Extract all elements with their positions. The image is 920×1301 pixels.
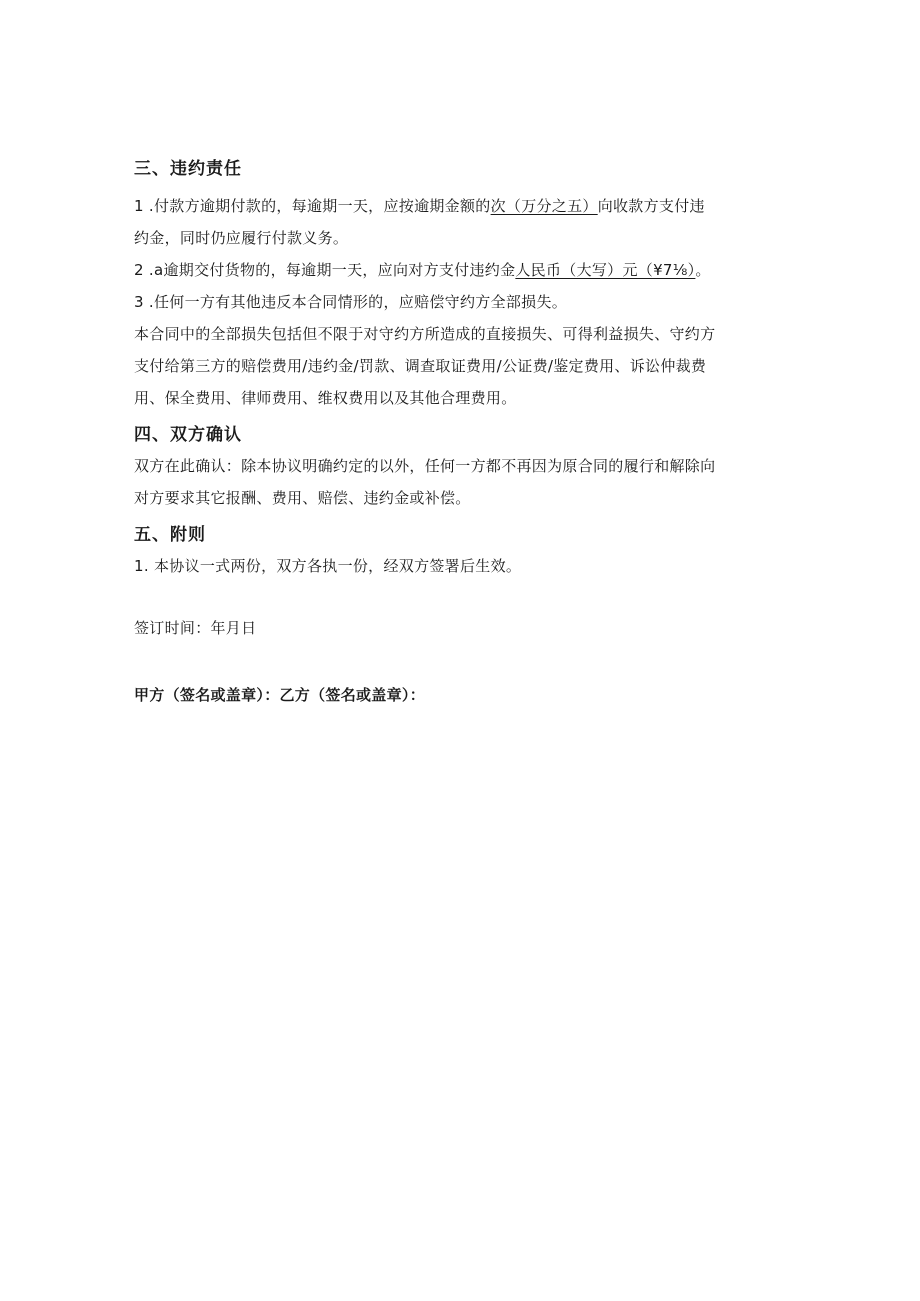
signature-line: 甲方（签名或盖章）：乙方（签名或盖章）：	[134, 686, 426, 704]
section-3-item-1-line-1	[134, 190, 784, 222]
item-1-prefix: 1 .付款方逾期付款的，每逾期一天，应按逾期金额的	[134, 197, 491, 215]
item-2-amount: 人民币（大写）元（¥7⅛）	[515, 261, 696, 279]
losses-line-2: 支付给第三方的赔偿费用/违约金/罚款、调查取证费用/公证费/鉴定费用、诉讼仲裁费	[134, 357, 707, 375]
section-4-line-2: 对方要求其它报酬、费用、赔偿、违约金或补偿。	[134, 489, 471, 507]
section-5-title: 五、附则	[134, 525, 206, 545]
section-3-item-1-line-2: 约金，同时仍应履行付款义务。	[134, 229, 349, 247]
item-2-prefix: 2 .a逾期交付货物的，每逾期一天，应向对方支付违约金	[134, 261, 516, 279]
item-1-suffix: 向收款方支付违	[597, 197, 705, 215]
section-5-item-1: 1. 本协议一式两份，双方各执一份，经双方签署后生效。	[134, 557, 522, 575]
section-3-item-2	[134, 254, 784, 286]
item-1-rate: 次（万分之五）	[490, 197, 598, 215]
signing-time: 签订时间：年月日	[134, 619, 257, 637]
section-4-title: 四、双方确认	[134, 425, 242, 445]
section-4-line-1: 双方在此确认：除本协议明确约定的以外，任何一方都不再因为原合同的履行和解除向	[134, 457, 716, 475]
section-3-title: 三、违约责任	[134, 159, 242, 179]
item-2-suffix: 。	[695, 261, 711, 279]
losses-line-1: 本合同中的全部损失包括但不限于对守约方所造成的直接损失、可得利益损失、守约方	[134, 325, 716, 343]
section-3-item-3: 3 .任何一方有其他违反本合同情形的，应赔偿守约方全部损失。	[134, 293, 568, 311]
losses-line-3: 用、保全费用、律师费用、维权费用以及其他合理费用。	[134, 389, 517, 407]
document-content	[134, 154, 784, 710]
